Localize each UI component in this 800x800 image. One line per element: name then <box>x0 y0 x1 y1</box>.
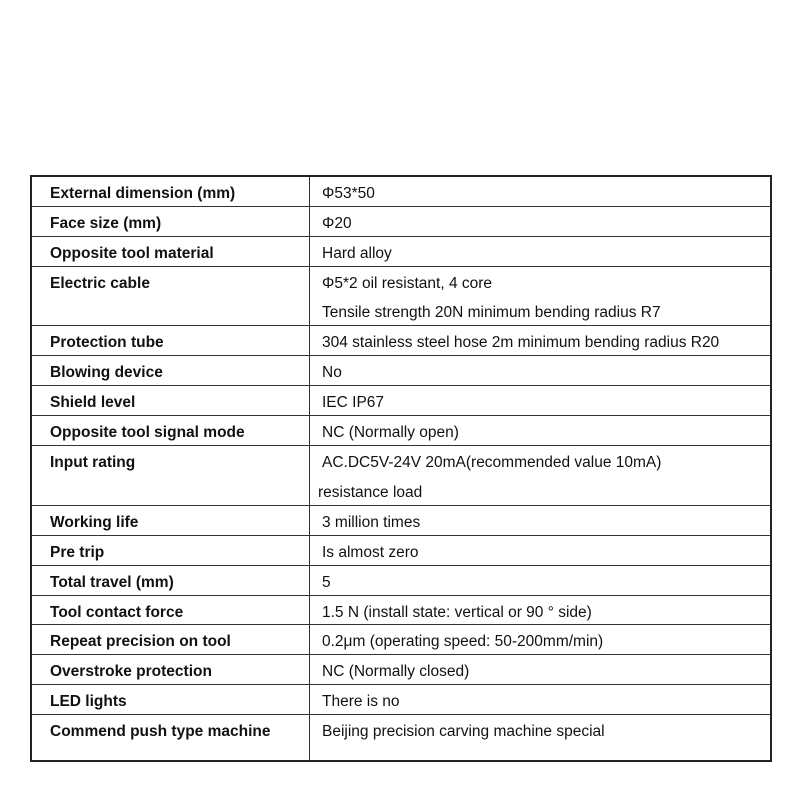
spec-label: Working life <box>32 506 310 535</box>
spec-value-line: NC (Normally closed) <box>322 663 470 681</box>
spec-value-line: 1.5 N (install state: vertical or 90 ° side) <box>322 603 592 621</box>
spec-label: Opposite tool material <box>32 237 310 266</box>
spec-value-line: There is no <box>322 693 400 711</box>
spec-value <box>310 506 770 535</box>
spec-row-working-life <box>32 506 770 536</box>
spec-row-external-dimension <box>32 177 770 207</box>
spec-value <box>310 536 770 565</box>
spec-label: Input rating <box>32 446 310 505</box>
spec-value-line: 3 million times <box>322 513 421 531</box>
spec-value-line: Φ53*50 <box>322 185 375 202</box>
spec-value-line: Φ5*2 oil resistant, 4 core <box>322 274 493 292</box>
spec-value-line: Hard alloy <box>322 244 392 262</box>
spec-value <box>310 267 770 326</box>
spec-value <box>310 446 770 505</box>
spec-label: Shield level <box>32 386 310 415</box>
spec-value <box>310 177 770 206</box>
spec-row-face-size <box>32 207 770 237</box>
spec-row-overstroke-protection <box>32 655 770 685</box>
spec-row-electric-cable <box>32 267 770 327</box>
spec-value <box>310 685 770 714</box>
spec-value <box>310 596 770 625</box>
spec-row-opposite-tool-material <box>32 237 770 267</box>
spec-row-total-travel <box>32 566 770 596</box>
spec-row-pre-trip <box>32 536 770 566</box>
spec-value-line: resistance load <box>318 483 423 501</box>
spec-row-led-lights <box>32 685 770 715</box>
spec-value <box>310 207 770 236</box>
spec-value-line: Beijing precision carving machine special <box>322 723 605 741</box>
spec-value-line: Tensile strength 20N minimum bending radius R7 <box>322 304 661 322</box>
spec-value-line: 5 <box>322 573 331 591</box>
spec-value <box>310 356 770 385</box>
spec-row-signal-mode <box>32 416 770 446</box>
spec-value <box>310 625 770 654</box>
spec-label: Face size (mm) <box>32 207 310 236</box>
spec-row-protection-tube <box>32 326 770 356</box>
spec-label: Opposite tool signal mode <box>32 416 310 445</box>
spec-value-line: IEC IP67 <box>322 394 385 412</box>
spec-value-line: AC.DC5V-24V 20mA(recommended value 10mA) <box>322 454 662 472</box>
spec-value <box>310 566 770 595</box>
spec-label: Tool contact force <box>32 596 310 625</box>
spec-value-line: 304 stainless steel hose 2m minimum bending radius R20 <box>322 334 720 352</box>
spec-label: Total travel (mm) <box>32 566 310 595</box>
spec-value <box>310 416 770 445</box>
spec-row-commend-push-machine <box>32 715 770 760</box>
spec-label: Protection tube <box>32 326 310 355</box>
spec-label: Electric cable <box>32 267 310 326</box>
spec-value-line: 0.2μm (operating speed: 50-200mm/min) <box>322 633 604 651</box>
spec-value <box>310 715 770 760</box>
spec-value-line: Is almost zero <box>322 543 419 561</box>
spec-label: Repeat precision on tool <box>32 625 310 654</box>
spec-value <box>310 326 770 355</box>
spec-table <box>30 175 772 762</box>
spec-value <box>310 237 770 266</box>
spec-row-tool-contact-force <box>32 596 770 626</box>
spec-value <box>310 386 770 415</box>
spec-label: External dimension (mm) <box>32 177 310 206</box>
spec-row-input-rating <box>32 446 770 506</box>
spec-value <box>310 655 770 684</box>
spec-label: LED lights <box>32 685 310 714</box>
spec-label: Pre trip <box>32 536 310 565</box>
spec-value-line: Φ20 <box>322 214 352 232</box>
spec-value-line: NC (Normally open) <box>322 424 459 442</box>
spec-label: Overstroke protection <box>32 655 310 684</box>
spec-row-repeat-precision <box>32 625 770 655</box>
spec-value-line: No <box>322 364 342 382</box>
spec-row-blowing-device <box>32 356 770 386</box>
spec-label: Blowing device <box>32 356 310 385</box>
spec-label: Commend push type machine <box>32 715 310 760</box>
spec-row-shield-level <box>32 386 770 416</box>
